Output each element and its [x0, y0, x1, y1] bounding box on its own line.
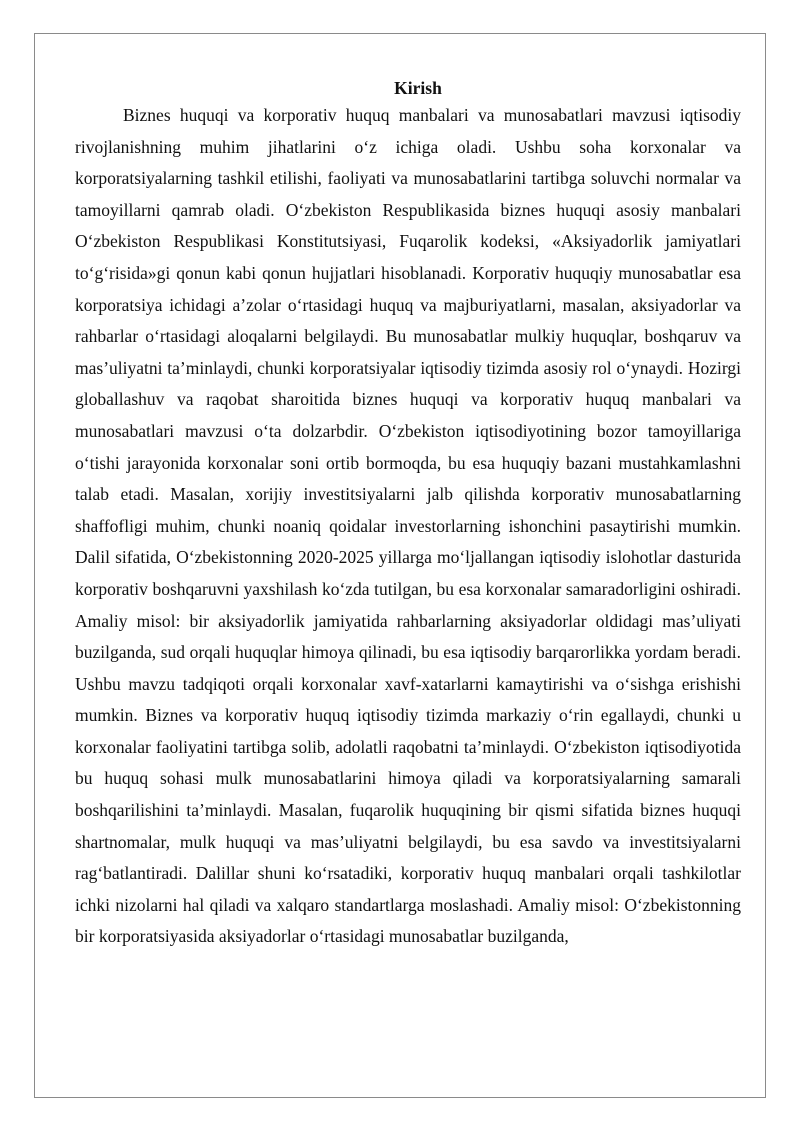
document-content — [75, 76, 741, 953]
document-body: Biznes huquqi va korporativ huquq manbalari va munosabatlari mavzusi iqtisodiy rivojlanishning muhim jihatlarini o‘z ichiga oladi. Ushbu soha korxonalar va korporatsiyalarning tashkil etilishi, faoliyati va munosabatlarini tartibga soluvchi normalar va tamoyillarni qamrab oladi. O‘zbekiston Respublikasida biznes huquqi asosiy manbalari O‘zbekiston Respublikasi Konstitutsiyasi, Fuqarolik kodeksi, «Aksiyadorlik jamiyatlari to‘g‘risida»gi qonun kabi qonun hujjatlari hisoblanadi. Korporativ huquqiy munosabatlar esa korporatsiya ichidagi a’zolar o‘rtasidagi huquq va majburiyatlarni, masalan, aksiyadorlar va rahbarlar o‘rtasidagi aloqalarni belgilaydi. Bu munosabatlar mulkiy huquqlar, boshqaruv va mas’uliyatni ta’minlaydi, chunki korporatsiyalar iqtisodiy tizimda asosiy rol o‘ynaydi. Hozirgi globallashuv va raqobat sharoitida biznes huquqi va korporativ huquq manbalari va munosabatlari mavzusi o‘ta dolzarbdir. O‘zbekiston iqtisodiyotining bozor tamoyillariga o‘tishi jarayonida korxonalar soni ortib bormoqda, bu esa huquqiy bazani mustahkamlashni talab etadi. Masalan, xorijiy investitsiyalarni jalb qilishda korporativ munosabatlarning shaffofligi muhim, chunki noaniq qoidalar investorlarning ishonchini pasaytirishi mumkin. Dalil sifatida, O‘zbekistonning 2020-2025 yillarga mo‘ljallangan iqtisodiy islohotlar dasturida korporativ boshqaruvni yaxshilash ko‘zda tutilgan, bu esa korxonalar samaradorligini oshiradi. Amaliy misol: bir aksiyadorlik jamiyatida rahbarlarning aksiyadorlar oldidagi mas’uliyati buzilganda, sud orqali huquqlar himoya qilinadi, bu esa iqtisodiy barqarorlikka yordam beradi. Ushbu mavzu tadqiqoti orqali korxonalar xavf-xatarlarni kamaytirishi va o‘sishga erishishi mumkin. Biznes va korporativ huquq iqtisodiy tizimda markaziy o‘rin egallaydi, chunki u korxonalar faoliyatini tartibga solib, adolatli raqobatni ta’minlaydi. O‘zbekiston iqtisodiyotida bu huquq sohasi mulk munosabatlarini himoya qiladi va korporatsiyalarning samarali boshqarilishini ta’minlaydi. Masalan, fuqarolik huquqining bir qismi sifatida biznes huquqi shartnomalar, mulk huquqi va mas’uliyatni belgilaydi, bu esa savdo va investitsiyalarni rag‘batlantiradi. Dalillar shuni ko‘rsatadiki, korporativ huquq manbalari orqali tashkilotlar ichki nizolarni hal qiladi va xalqaro standartlarga moslashadi. Amaliy misol: O‘zbekistonning bir korporatsiyasida aksiyadorlar o‘rtasidagi munosabatlar buzilganda, — [75, 105, 741, 947]
document-title: Kirish — [394, 78, 442, 98]
